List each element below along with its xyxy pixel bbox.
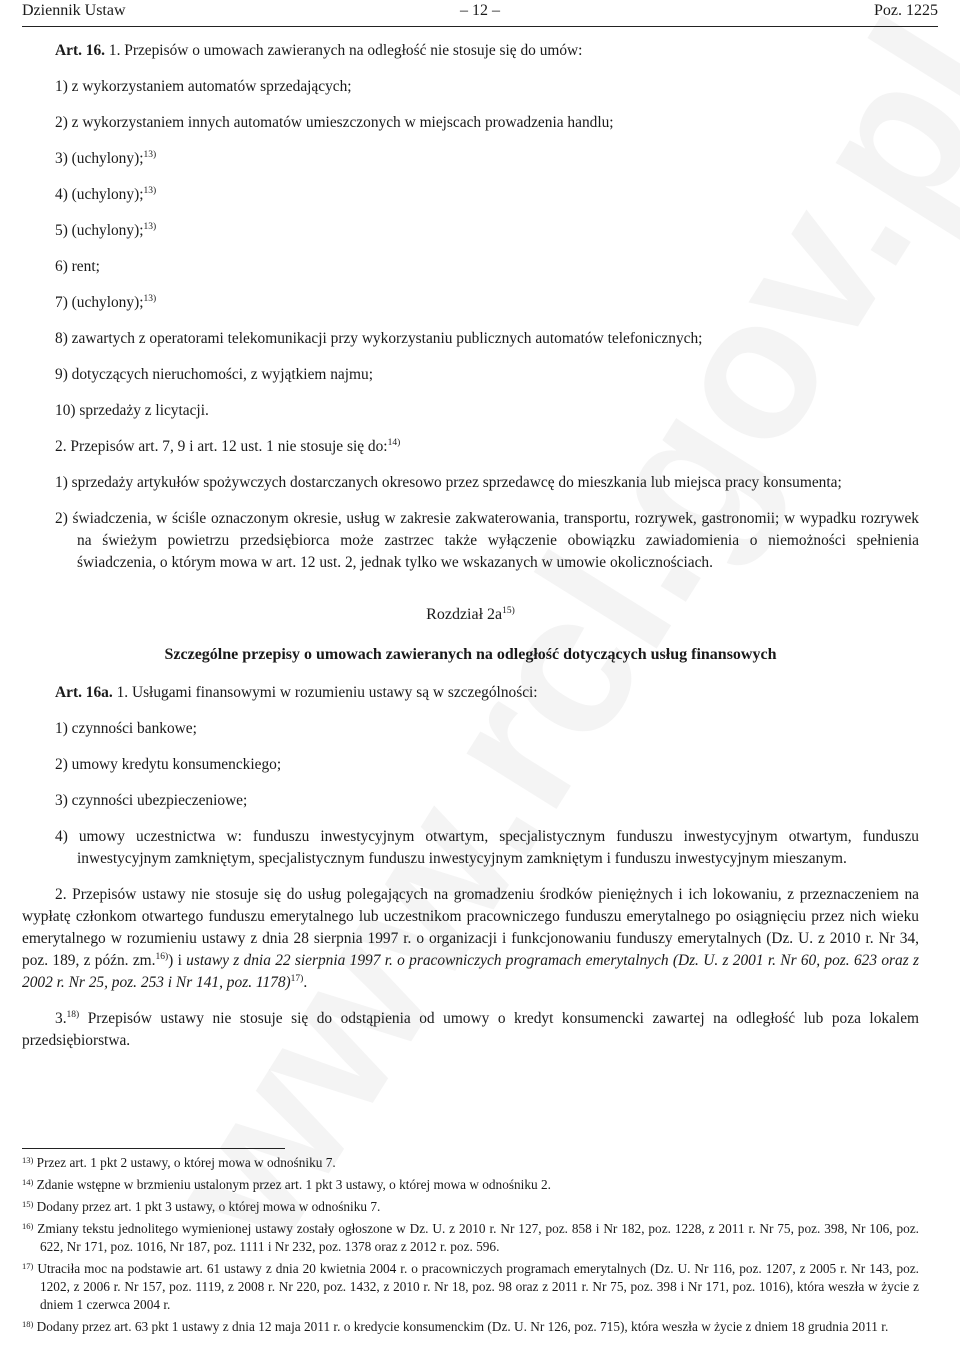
- list-item-text: 5) (uchylony);: [55, 222, 144, 239]
- art16a-paragraph-1: [22, 682, 919, 704]
- footnote: [22, 1198, 919, 1216]
- art16a-label: Art. 16a.: [55, 684, 113, 701]
- footnote-ref: 15): [502, 606, 515, 616]
- list-item-text: 4) (uchylony);: [55, 186, 144, 203]
- list-item: [22, 184, 919, 206]
- footnote: [22, 1260, 919, 1314]
- list-item-text: 8) zawartych z operatorami telekomunikacji przy wykorzystaniu publicznych automatów telefonicznych;: [55, 330, 703, 347]
- footnote: [22, 1318, 919, 1336]
- art16-item-list: [22, 76, 919, 422]
- list-item-text: 6) rent;: [55, 258, 100, 275]
- footnote-ref: 13): [143, 222, 157, 232]
- footnote-ref: 14): [387, 438, 401, 448]
- main-content: [22, 40, 919, 1066]
- list-item: 1) czynności bankowe;: [55, 720, 197, 737]
- art16a-p3-number: 3.: [55, 1010, 67, 1027]
- list-item-text: 2) z wykorzystaniem innych automatów umieszczonych w miejscach prowadzenia handlu;: [55, 114, 614, 131]
- art16a-paragraph-3: [22, 1008, 919, 1052]
- journal-title: Dziennik Ustaw: [22, 2, 126, 19]
- list-item: [22, 148, 919, 170]
- footnote-number: 13): [22, 1155, 34, 1165]
- footnote-number: 18): [22, 1319, 34, 1329]
- footnote-text: Dodany przez art. 63 pkt 1 ustawy z dnia 12 maja 2011 r. o kredycie konsumenckim (Dz. U. Nr 126, poz. 715), która weszła w życie z dniem 18 grudnia 2011 r.: [33, 1319, 889, 1334]
- list-item: [22, 400, 919, 422]
- footnote-number: 15): [22, 1199, 34, 1209]
- footnote-ref: 13): [143, 150, 157, 160]
- art16-p2-item-list: [22, 472, 919, 574]
- list-item: [22, 76, 919, 98]
- chapter-label: Rozdział 2a: [426, 606, 503, 623]
- art16-p1-intro: 1. Przepisów o umowach zawieranych na odległość nie stosuje się do umów:: [108, 42, 583, 59]
- list-item-text: 1) z wykorzystaniem automatów sprzedających;: [55, 78, 352, 95]
- footnote-rule: [22, 1148, 285, 1149]
- chapter-title: Szczególne przepisy o umowach zawieranych na odległość dotyczących usług finansowych: [164, 646, 777, 663]
- footnote: [22, 1220, 919, 1256]
- list-item-text: 3) (uchylony);: [55, 150, 144, 167]
- footnote-ref: 16): [155, 952, 169, 962]
- list-item: [22, 328, 919, 350]
- art16a-p2-repealed-text: ustawy z dnia 22 sierpnia 1997 r. o pracowniczych programach emerytalnych (Dz. U. z 2001 r. Nr 60, poz. 623 oraz z 2002 r. Nr 25, poz. 253 i Nr 141, poz. 1178): [22, 952, 919, 991]
- footnote: [22, 1154, 919, 1172]
- footnote-text: Dodany przez art. 1 pkt 3 ustawy, o której mowa w odnośniku 7.: [33, 1199, 381, 1214]
- page-header: [22, 2, 938, 24]
- art16-p2-intro: 2. Przepisów art. 7, 9 i art. 12 ust. 1 nie stosuje się do:: [55, 438, 388, 455]
- footnote-ref: 18): [66, 1010, 80, 1020]
- art16a-p2-connector: ) i: [168, 952, 187, 969]
- list-item-text: 10) sprzedaży z licytacji.: [55, 402, 209, 419]
- footnotes: [22, 1154, 919, 1340]
- list-item-text: 7) (uchylony);: [55, 294, 144, 311]
- list-item: [22, 292, 919, 314]
- list-item: [22, 220, 919, 242]
- list-item: 4) umowy uczestnictwa w: funduszu inwestycyjnym otwartym, specjalistycznym funduszu inwestycyjnym otwartym, funduszu inwestycyjnym zamkniętym, specjalistycznym funduszu inwestycyjnym zamkniętym i funduszu inwestycyjnym mieszanym.: [55, 828, 919, 867]
- footnote-ref: 13): [143, 294, 157, 304]
- art16a-p1-intro: 1. Usługami finansowymi w rozumieniu ustawy są w szczególności:: [116, 684, 538, 701]
- footnote-text: Przez art. 1 pkt 2 ustawy, o której mowa w odnośniku 7.: [33, 1155, 336, 1170]
- art16-label: Art. 16.: [55, 42, 106, 59]
- position-number: Poz. 1225: [874, 2, 938, 19]
- list-item: [22, 364, 919, 386]
- footnote-ref: 13): [143, 186, 157, 196]
- art16a-item-list: [22, 718, 919, 870]
- chapter-heading: [22, 604, 919, 626]
- footnote: [22, 1176, 919, 1194]
- art16a-p2-text: 2. Przepisów ustawy nie stosuje się do usług polegających na gromadzeniu środków pieniężnych i ich lokowaniu, z przeznaczeniem na wypłatę członkom otwartego funduszu emerytalnego lub uczestnikom pracowniczego funduszu emerytalnego po osiągnięciu przez nich wieku emerytalnego w rozumieniu ustawy z dnia 28 sierpnia 1997 r. o organizacji i funkcjonowaniu funduszy emerytalnych (Dz. U. z 2010 r. Nr 34, poz. 189, z późn. zm.: [22, 886, 919, 969]
- art16-paragraph-2: [22, 436, 919, 458]
- footnote-number: 14): [22, 1177, 34, 1187]
- art16a-p3-text: Przepisów ustawy nie stosuje się do odstąpienia od umowy o kredyt konsumencki zawartej na odległość lub poza lokalem przedsiębiorstwa.: [22, 1010, 919, 1049]
- footnote-number: 16): [22, 1221, 34, 1231]
- list-item: 2) umowy kredytu konsumenckiego;: [55, 756, 282, 773]
- list-item: [22, 256, 919, 278]
- footnote-text: Zmiany tekstu jednolitego wymienionej ustawy zostały ogłoszone w Dz. U. z 2010 r. Nr 127, poz. 858 i Nr 182, poz. 1228, z 2011 r. Nr 75, poz. 398, Nr 106, poz. 622, Nr 171, poz. 1016, Nr 187, poz. 1111 i Nr 232, poz. 1378 oraz z 2012 r. poz. 596.: [33, 1221, 919, 1254]
- footnote-number: 17): [22, 1261, 34, 1271]
- footnote-ref: 17): [290, 974, 304, 984]
- list-item: 3) czynności ubezpieczeniowe;: [55, 792, 248, 809]
- list-item: [22, 112, 919, 134]
- header-rule: [22, 26, 938, 27]
- footnote-text: Zdanie wstępne w brzmieniu ustalonym przez art. 1 pkt 3 ustawy, o której mowa w odnośniku 2.: [33, 1177, 551, 1192]
- page-number: – 12 –: [460, 2, 500, 19]
- list-item: 2) świadczenia, w ściśle oznaczonym okresie, usług w zakresie zakwaterowania, transportu, rozrywek, gastronomii; w wypadku rozrywek na świeżym powietrzu przedsiębiorca może zastrzec także wyłączenie obowiązku zawiadomienia o niemożności spełnienia świadczenia, o którym mowa w art. 12 ust. 2, jednak tylko we wskazanych w umowie okolicznościach.: [55, 510, 919, 571]
- list-item-text: 9) dotyczących nieruchomości, z wyjątkiem najmu;: [55, 366, 373, 383]
- footnote-text: Utraciła moc na podstawie art. 61 ustawy z dnia 20 kwietnia 2004 r. o pracowniczych programach emerytalnych (Dz. U. Nr 116, poz. 1207, z 2005 r. Nr 143, poz. 1202, z 2006 r. Nr 157, poz. 1119, z 2008 r. Nr 220, poz. 1432, z 2010 r. Nr 18, poz. 98 oraz z 2011 r. Nr 75, poz. 398 i Nr 171, poz. 1016), która weszła w życie z dniem 1 czerwca 2004 r.: [33, 1261, 919, 1312]
- art16-paragraph-1: [22, 40, 919, 62]
- art16a-p2-end: .: [303, 974, 308, 991]
- list-item: 1) sprzedaży artykułów spożywczych dostarczanych okresowo przez sprzedawcę do mieszkania lub miejsca pracy konsumenta;: [55, 474, 842, 491]
- art16a-paragraph-2: [22, 884, 919, 994]
